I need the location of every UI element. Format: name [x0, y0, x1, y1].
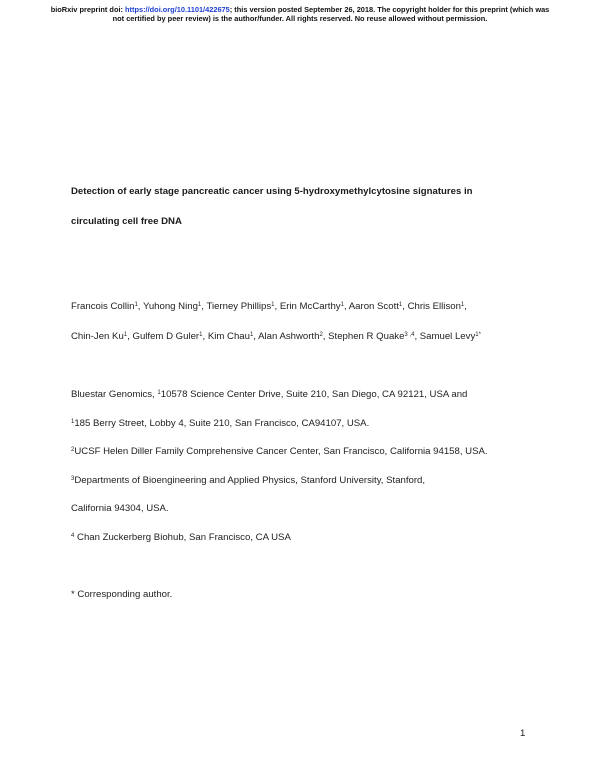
- author-affiliation-sup: 1*: [475, 332, 481, 338]
- author-name: Kim Chau: [207, 331, 250, 342]
- author-name: Yuhong Ning: [142, 301, 198, 312]
- author-line-1: Francois Collin$^1$, Yuhong Ning$^1$, Tierney Phillips$^1$, Erin McCarthy$^1$, Aaron Scott$^1$, Chris Ellison$^1$,: [71, 301, 467, 312]
- paper-title-line-1: Detection of early stage pancreatic cancer using 5-hydroxymethylcytosine signatures in: [71, 186, 473, 197]
- author-affiliation-sup: 2: [319, 332, 323, 338]
- doi-link[interactable]: https://doi.org/10.1101/422675: [125, 5, 230, 14]
- author-affiliation-sup: 1: [199, 332, 203, 338]
- author-line-2: Chin-Jen Ku$^1$, Gulfem D Guler$^1$, Kim Chau$^1$, Alan Ashworth$^2$, Stephen R Quake$^{3 ,4}$, Samuel Levy$^{1*}$: [71, 331, 481, 342]
- affiliation-line-4: $^3$Departments of Bioengineering and Applied Physics, Stanford University, Stanford,: [71, 475, 426, 486]
- preprint-notice-mid: ; this version posted September 26, 2018. The copyright holder for this preprint (which was: [229, 5, 550, 14]
- author-affiliation-sup: 1: [271, 302, 275, 308]
- preprint-notice-line-1: [16, 5, 584, 14]
- affiliation-line-6: $^4$ Chan Zuckerberg Biohub, San Francisco, CA USA: [71, 532, 291, 543]
- author-name: Erin McCarthy: [279, 301, 341, 312]
- preprint-notice: [16, 5, 584, 23]
- author-name: Francois Collin: [71, 301, 135, 312]
- author-name: Gulfem D Guler: [132, 331, 200, 342]
- affiliation-line-1: Bluestar Genomics, $^1$10578 Science Center Drive, Suite 210, San Diego, CA 92121, USA and: [71, 389, 468, 400]
- author-name: Chris Ellison: [407, 301, 461, 312]
- author-affiliation-sup: 1: [197, 302, 202, 308]
- author-name: Stephen R Quake: [328, 331, 405, 342]
- corresponding-author-note: * Corresponding author.: [71, 589, 173, 600]
- author-affiliation-sup: 1: [460, 302, 465, 308]
- author-name: Tierney Phillips: [206, 301, 272, 312]
- author-affiliation-sup: 1: [123, 332, 128, 338]
- author-name: Aaron Scott: [348, 301, 399, 312]
- author-affiliation-sup: 1: [340, 302, 344, 308]
- author-name: Chin-Jen Ku: [71, 331, 124, 342]
- author-affiliation-sup: 3 ,4: [404, 332, 415, 338]
- affiliation-line-3: $^2$UCSF Helen Diller Family Comprehensive Cancer Center, San Francisco, California 94158, USA.: [71, 446, 488, 457]
- preprint-notice-line-2: not certified by peer review) is the author/funder. All rights reserved. No reuse allowed without permission.: [112, 14, 488, 23]
- author-affiliation-sup: 1: [398, 302, 403, 308]
- author-name: Alan Ashworth: [258, 331, 320, 342]
- preprint-notice-prefix: bioRxiv preprint doi:: [50, 5, 126, 14]
- affiliation-line-2: $^1$185 Berry Street, Lobby 4, Suite 210, San Francisco, CA94107, USA.: [71, 418, 370, 429]
- author-affiliation-sup: 1: [134, 302, 138, 308]
- affiliation-line-5: California 94304, USA.: [71, 503, 169, 514]
- author-name: Samuel Levy: [419, 331, 476, 342]
- page-number: 1: [520, 728, 526, 739]
- author-affiliation-sup: 1: [249, 332, 254, 338]
- paper-title-line-2: circulating cell free DNA: [71, 216, 182, 227]
